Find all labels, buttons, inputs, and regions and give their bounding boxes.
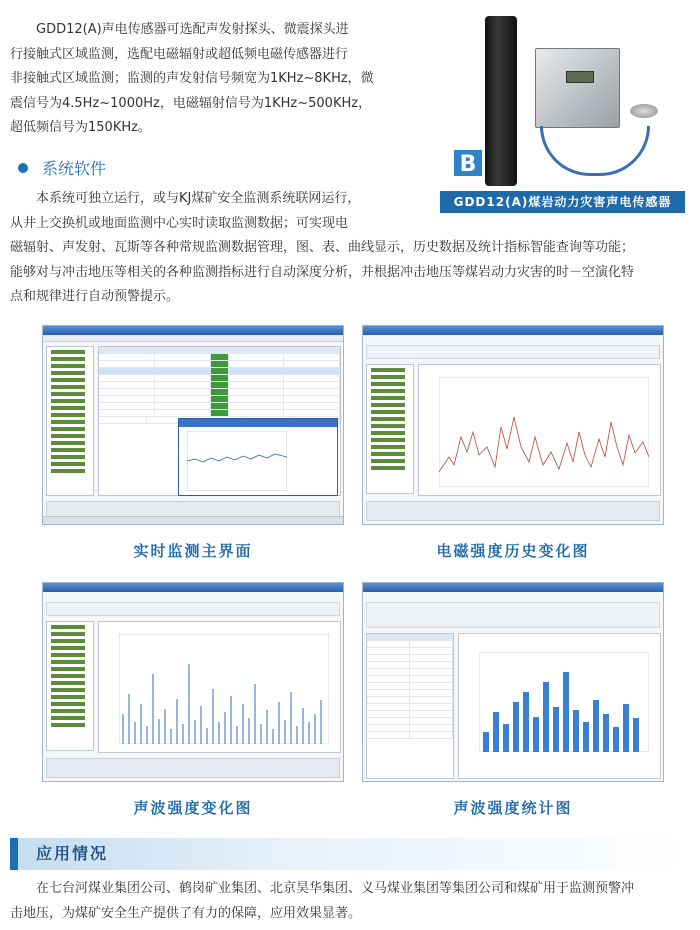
status-bar (43, 516, 343, 524)
sensor-display (566, 71, 594, 83)
intro-line-2: 行接触式区域监测，选配电磁辐射或超低频电磁传感器进行 (10, 46, 349, 62)
window-titlebar (43, 326, 343, 335)
acoustic-stats-chart (479, 652, 649, 752)
live-curve-chart (187, 431, 287, 491)
application-line-2: 击地压，为煤矿安全生产提供了有力的保障，应用效果显著。 (10, 905, 362, 921)
device-tree (366, 364, 414, 494)
desc-line-2: 从井上交换机或地面监测中心实时读取监测数据；可实现电 (10, 215, 349, 231)
intro-line-5: 超低频信号为150KHz。 (10, 120, 151, 135)
application-heading: 应用情况 (36, 844, 109, 863)
sensor-cylinder (485, 16, 517, 186)
chart-panel (458, 633, 661, 779)
screenshot-acoustic-change (42, 582, 344, 782)
caption-acoustic-stats: 声波强度统计图 (453, 799, 573, 817)
bottom-controls (46, 758, 340, 778)
caption-realtime-monitor: 实时监测主界面 (133, 542, 253, 560)
application-line-1: 在七台河煤业集团公司、鹤岗矿业集团、北京昊华集团、义马煤业集团等集团公司和煤矿用于监测预警冲 (36, 881, 635, 896)
chart-panel (98, 621, 341, 753)
desc-line-1: 本系统可独立运行，或与KJ煤矿安全监测系统联网运行， (36, 191, 361, 206)
screenshot-realtime-monitor (42, 325, 344, 525)
intro-line-4: 震信号为4.5Hz~1000Hz，电磁辐射信号为1KHz~500KHz， (10, 95, 372, 111)
query-controls (366, 602, 660, 628)
window-titlebar (363, 326, 663, 335)
caption-acoustic-change: 声波强度变化图 (133, 799, 253, 817)
device-tree (46, 621, 94, 751)
section-heading-text: 系统软件 (42, 159, 107, 178)
product-caption: GDD12(A)煤岩动力灾害声电传感器 (440, 191, 685, 213)
caption-em-history: 电磁强度历史变化图 (436, 542, 590, 560)
intro-text (10, 18, 390, 141)
acoustic-change-chart (119, 634, 329, 744)
query-controls (46, 602, 340, 616)
window-titlebar (43, 583, 343, 592)
screenshot-em-history (362, 325, 664, 525)
window-titlebar (363, 583, 663, 592)
heading-accent (10, 838, 18, 870)
sensor-cable (540, 126, 650, 176)
chart-panel (418, 364, 661, 496)
desc-line-3: 磁辐射、声发射、瓦斯等各种常规监测数据管理，图、表、曲线显示，历史数据及统计指标智能查询等功能； (10, 240, 635, 255)
device-tree (46, 346, 94, 496)
product-badge: B (452, 148, 484, 178)
intro-line-3: 非接触式区域监测；监测的声发射信号频宽为1KHz~8KHz，微 (10, 71, 374, 86)
section-heading (18, 156, 106, 179)
screenshot-acoustic-stats (362, 582, 664, 782)
desc-line-4: 能够对与冲击地压等相关的各种监测指标进行自动深度分析，并根据冲击地压等煤岩动力灾害的时－空演化特 (10, 264, 635, 280)
application-heading-bar (10, 838, 690, 870)
bullet-dot-icon (18, 163, 28, 173)
desc-line-5: 点和规律进行自动预警提示。 (10, 289, 180, 304)
em-history-chart (439, 377, 649, 487)
stats-table (366, 633, 454, 779)
query-controls (366, 345, 660, 359)
probe-head (630, 104, 658, 118)
sensor-box (535, 48, 620, 128)
system-description (10, 187, 690, 310)
live-curve-popup (178, 418, 338, 496)
bottom-controls (366, 501, 660, 521)
window-menubar (43, 335, 343, 342)
application-text (10, 877, 690, 926)
intro-line-1: GDD12(A)声电传感器可选配声发射探头、微震探头进 (36, 22, 349, 37)
product-photo (440, 8, 685, 213)
